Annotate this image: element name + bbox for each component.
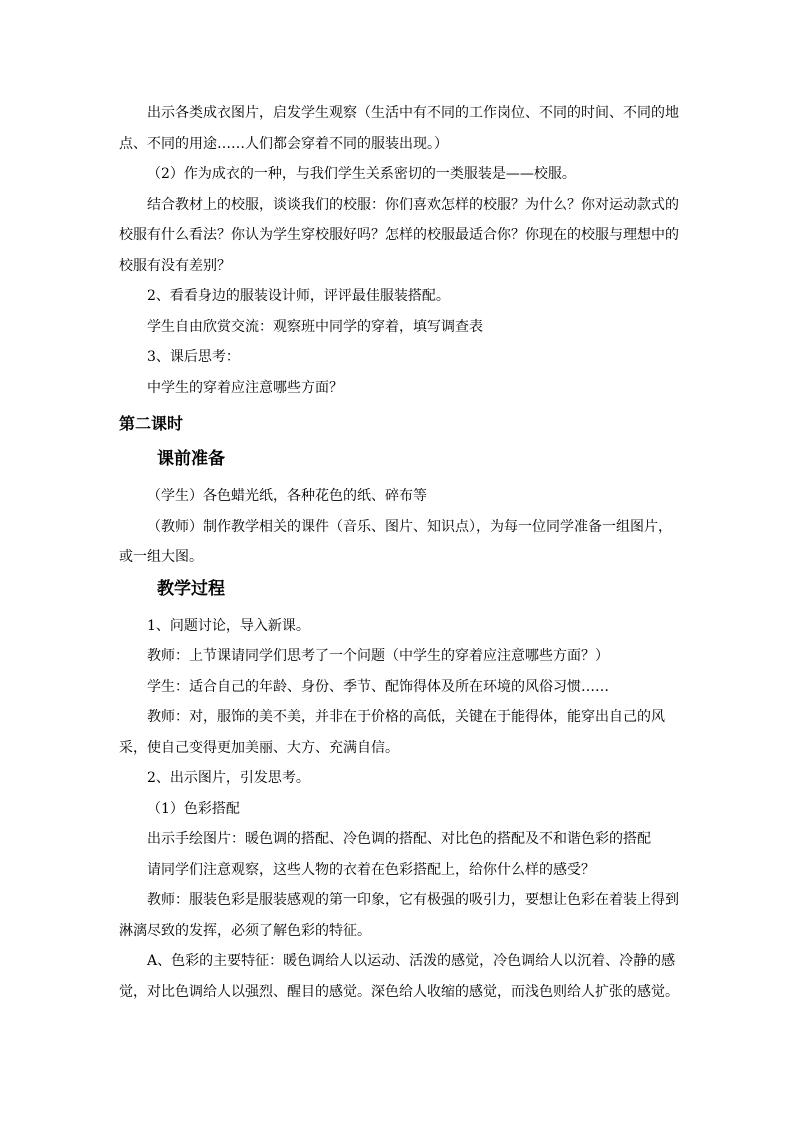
- paragraph: 出示手绘图片：暖色调的搭配、冷色调的搭配、对比色的搭配及不和谐色彩的搭配: [147, 831, 651, 847]
- paragraph: 教师：上节课请同学们思考了一个问题（中学生的穿着应注意哪些方面？）: [147, 648, 609, 664]
- paragraph: 教师：服装色彩是服装感观的第一印象，它有极强的吸引力，要想让色彩在着装上得到淋漓尽致的发挥，必须了解色彩的特征。: [119, 892, 679, 939]
- paragraph: 请同学们注意观察，这些人物的衣着在色彩搭配上，给你什么样的感受？: [147, 861, 595, 878]
- paragraph: 3、课后思考：: [147, 349, 240, 365]
- paragraph: （学生）各色蜡光纸，各种花色的纸、碎布等: [147, 488, 427, 504]
- paragraph: 2、看看身边的服装设计师，评评最佳服装搭配。: [147, 288, 450, 304]
- paragraph: （教师）制作教学相关的课件（音乐、图片、知识点），为每一位同学准备一组图片，或一组大图。: [119, 518, 672, 565]
- paragraph: 中学生的穿着应注意哪些方面？: [147, 379, 343, 396]
- paragraph: A、色彩的主要特征：暖色调给人以运动、活泼的感觉，冷色调给人以沉着、冷静的感觉，对比色调给人以强烈、醒目的感觉。深色给人收缩的感觉，而浅色则给人扩张的感觉。: [119, 953, 679, 1000]
- paragraph: 1、问题讨论，导入新课。: [147, 617, 310, 634]
- paragraph: （2）作为成衣的一种，与我们学生关系密切的一类服装是——校服。: [147, 166, 576, 182]
- paragraph: 学生自由欣赏交流：观察班中同学的穿着，填写调查表: [147, 318, 483, 335]
- paragraph: 2、出示图片，引发思考。: [147, 770, 310, 786]
- heading-lesson: 第二课时: [119, 414, 184, 433]
- heading-prep: 课前准备: [157, 449, 225, 469]
- document-body: [119, 98, 679, 1007]
- heading-process: 教学过程: [157, 578, 225, 599]
- paragraph: （1）色彩搭配: [147, 800, 240, 817]
- paragraph: 学生：适合自己的年龄、身份、季节、配饰得体及所在环境的风俗习惯……: [147, 678, 609, 695]
- paragraph: 出示各类成衣图片，启发学生观察（生活中有不同的工作岗位、不同的时间、不同的地点、不同的用途……人们都会穿着不同的服装出现。）: [119, 105, 679, 152]
- paragraph: 教师：对，服饰的美不美，并非在于价格的高低，关键在于能得体，能穿出自己的风采，使自己变得更加美丽、大方、充满自信。: [119, 709, 665, 756]
- paragraph: 结合教材上的校服，谈谈我们的校服：你们喜欢怎样的校服？为什么？你对运动款式的校服有什么看法？你认为学生穿校服好吗？怎样的校服最适合你？你现在的校服与理想中的校服有没有差别？: [119, 196, 679, 274]
